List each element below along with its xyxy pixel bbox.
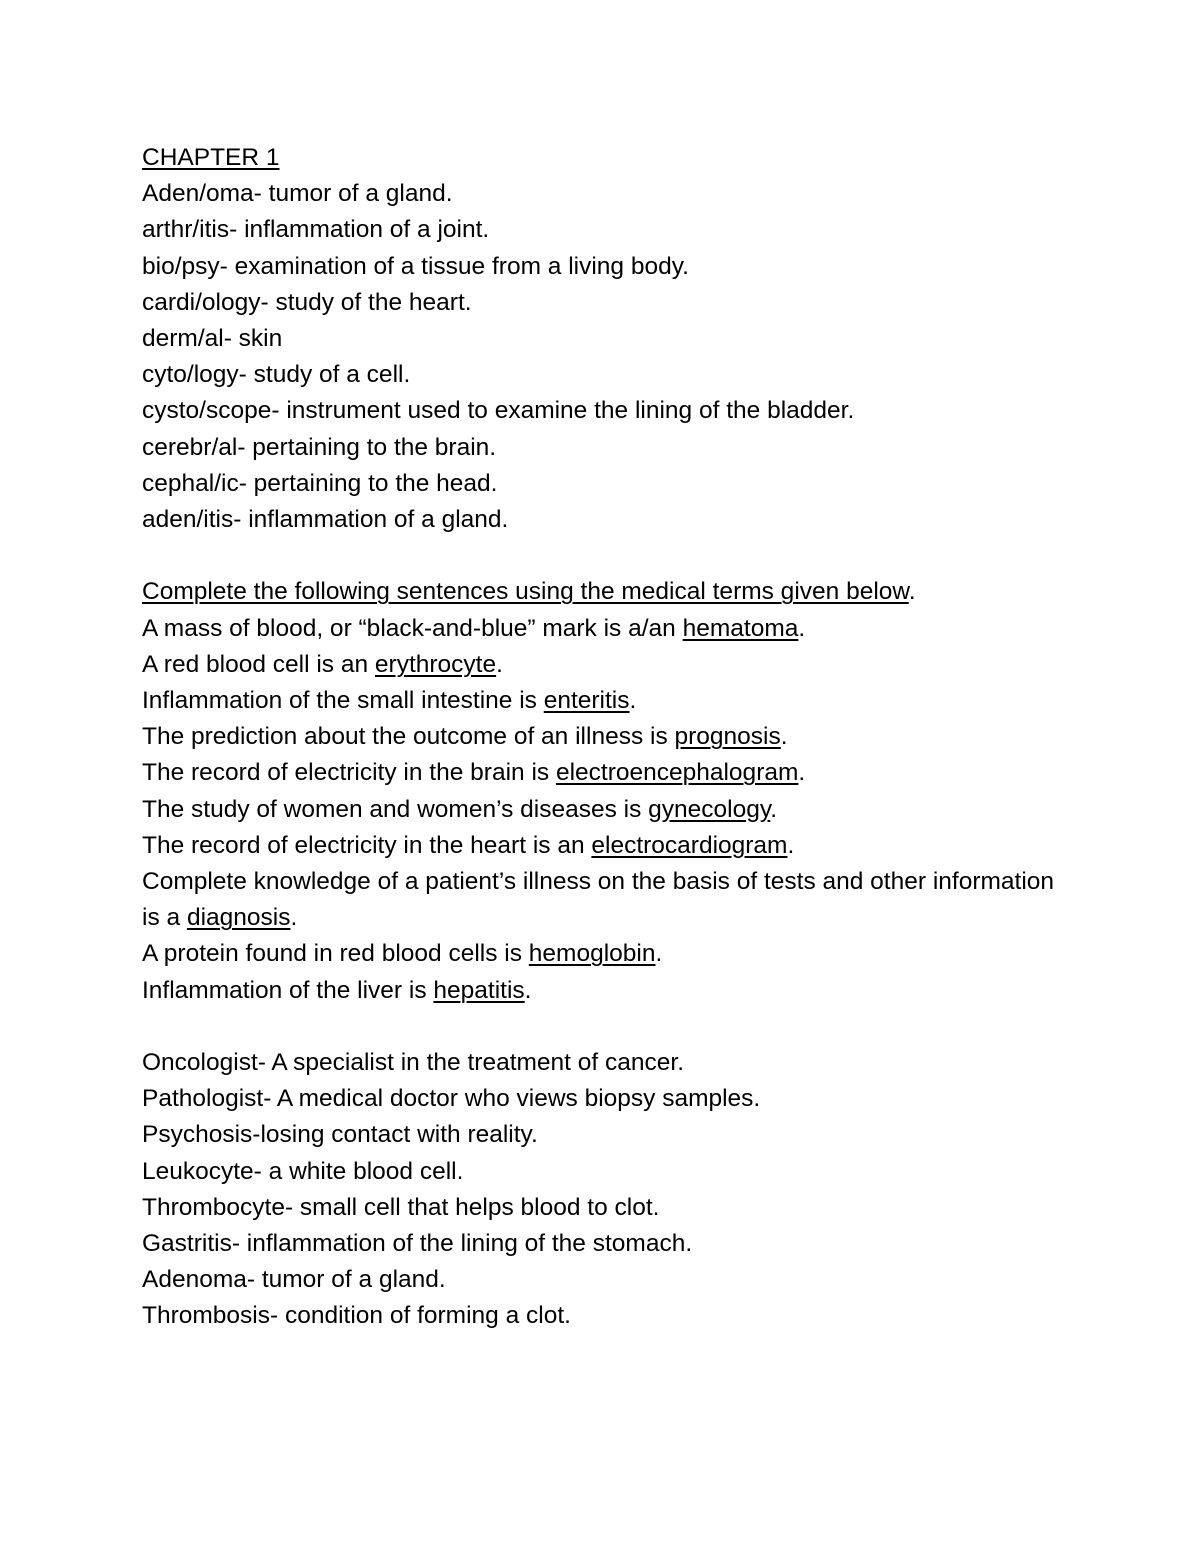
exercise-sentence: The study of women and women’s diseases is gynecology. — [142, 795, 778, 823]
definition-line: Gastritis- inflammation of the lining of the stomach. — [142, 1230, 693, 1258]
answer-term: hepatitis — [433, 976, 525, 1004]
section-spacer — [142, 538, 1062, 574]
term-line: cephal/ic- pertaining to the head. — [142, 469, 498, 497]
answer-term: enteritis — [543, 687, 630, 715]
definition-line: Adenoma- tumor of a gland. — [142, 1266, 446, 1294]
definition-line: Oncologist- A specialist in the treatment of cancer. — [142, 1049, 685, 1077]
definition-line: Leukocyte- a white blood cell. — [142, 1157, 464, 1185]
answer-term: electrocardiogram — [591, 831, 788, 859]
document-body — [142, 140, 1062, 1335]
term-line: derm/al- skin — [142, 325, 283, 353]
term-line: cardi/ology- study of the heart. — [142, 288, 472, 316]
term-line: cysto/scope- instrument used to examine the lining of the bladder. — [142, 397, 855, 425]
term-line: aden/itis- inflammation of a gland. — [142, 506, 509, 534]
section-spacer — [142, 1009, 1062, 1045]
definitions-list — [142, 1045, 1062, 1335]
definition-line: Thrombosis- condition of forming a clot. — [142, 1302, 571, 1330]
answer-term: gynecology — [648, 795, 771, 823]
answer-term: diagnosis — [186, 904, 291, 932]
exercise-instruction: Complete the following sentences using the medical terms given below. — [142, 578, 916, 606]
exercise-sentence: The prediction about the outcome of an illness is prognosis. — [142, 723, 788, 751]
answer-term: prognosis — [674, 723, 781, 751]
answer-term: electroencephalogram — [555, 759, 799, 787]
definition-line: Pathologist- A medical doctor who views biopsy samples. — [142, 1085, 761, 1113]
answer-term: hemoglobin — [528, 940, 656, 968]
term-line: cerebr/al- pertaining to the brain. — [142, 433, 497, 461]
answer-term: erythrocyte — [374, 650, 497, 678]
exercise-sentence: A red blood cell is an erythrocyte. — [142, 650, 503, 678]
terms-list — [142, 176, 1062, 538]
exercise-sentence: A protein found in red blood cells is hemoglobin. — [142, 940, 663, 968]
term-line: bio/psy- examination of a tissue from a living body. — [142, 252, 689, 280]
term-line: arthr/itis- inflammation of a joint. — [142, 216, 490, 244]
exercise-sentence: Complete knowledge of a patient’s illness on the basis of tests and other information is a diagnosis. — [142, 868, 1055, 932]
answer-term: hematoma — [682, 614, 799, 642]
exercise-sentence: Inflammation of the small intestine is enteritis. — [142, 687, 637, 715]
definition-line: Psychosis-losing contact with reality. — [142, 1121, 538, 1149]
chapter-heading: CHAPTER 1 — [142, 144, 280, 171]
exercise-section — [142, 574, 1062, 1008]
exercise-sentence: Inflammation of the liver is hepatitis. — [142, 976, 532, 1004]
term-line: cyto/logy- study of a cell. — [142, 361, 411, 389]
exercise-sentence: The record of electricity in the heart is an electrocardiogram. — [142, 831, 795, 859]
exercise-sentence: The record of electricity in the brain is electroencephalogram. — [142, 759, 806, 787]
term-line: Aden/oma- tumor of a gland. — [142, 180, 453, 208]
exercise-sentence: A mass of blood, or “black-and-blue” mark is a/an hematoma. — [142, 614, 806, 642]
definition-line: Thrombocyte- small cell that helps blood to clot. — [142, 1193, 660, 1221]
